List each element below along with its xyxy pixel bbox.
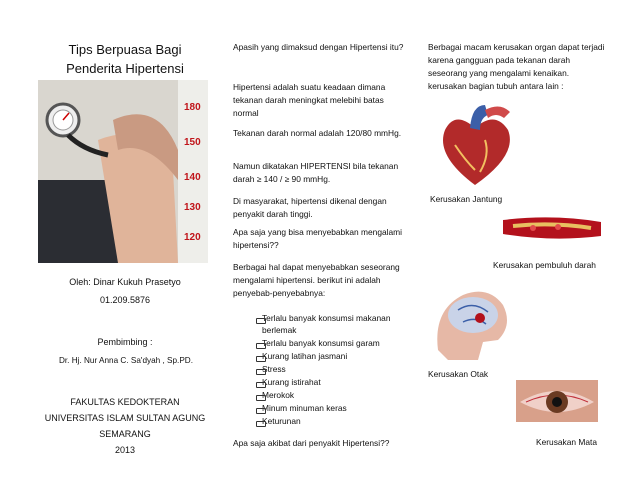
list-item: Terlalu banyak konsumsi makanan berlemak — [232, 312, 412, 336]
bullet-icon — [256, 421, 266, 427]
blood-vessel-illustration — [503, 212, 601, 242]
bullet-icon — [256, 343, 266, 349]
list-item: Terlalu banyak konsumsi garam — [232, 337, 412, 349]
question-what-is-hypertension: Apasih yang dimaksud dengan Hipertensi itu? — [233, 42, 404, 52]
question-effects: Apa saja akibat dari penyakit Hipertensi?? — [233, 438, 390, 448]
normal-pressure-paragraph: Tekanan darah normal adalah 120/80 mmHg. — [233, 128, 402, 138]
svg-text:150: 150 — [184, 137, 201, 148]
common-name-paragraph: Di masyarakat, hipertensi dikenal dengan penyakit darah tinggi. — [233, 196, 387, 219]
faculty: FAKULTAS KEDOKTERAN — [70, 397, 180, 407]
bullet-icon — [256, 408, 266, 414]
bullet-icon — [256, 382, 266, 388]
svg-text:140: 140 — [184, 172, 201, 183]
caption-heart: Kerusakan Jantung — [430, 194, 503, 204]
damage-intro-paragraph: Berbagai macam kerusakan organ dapat terjadi karena gangguan pada tekanan darah seseorang yang mengalami kenaikan. kerusakan bagian tubuh antara lain : — [428, 42, 605, 91]
hypertension-threshold-paragraph: Namun dikatakan HIPERTENSI bila tekanan darah ≥ 140 / ≥ 90 mmHg. — [233, 161, 399, 184]
supervisor-name: Dr. Hj. Nur Anna C. Sa'dyah , Sp.PD. — [59, 356, 193, 365]
brochure-title: Tips Berpuasa Bagi Penderita Hipertensi — [66, 42, 184, 76]
list-item: Keturunan — [232, 415, 412, 427]
definition-paragraph: Hipertensi adalah suatu keadaan dimana tekanan darah meningkat melebihi batas normal — [233, 82, 386, 118]
list-item: Kurang latihan jasmani — [232, 350, 412, 362]
list-item: Merokok — [232, 389, 412, 401]
bullet-icon — [256, 356, 266, 362]
blood-pressure-photo — [38, 80, 208, 263]
list-item: Kurang istirahat — [232, 376, 412, 388]
list-item: Minum minuman keras — [232, 402, 412, 414]
svg-text:120: 120 — [184, 232, 201, 243]
caption-blood-vessel: Kerusakan pembuluh darah — [493, 260, 596, 270]
student-id: 01.209.5876 — [99, 295, 151, 305]
causes-intro-paragraph: Berbagai hal dapat menyebabkan seseorang mengalami hipertensi. berikut ini adalah penyebab-penyebabnya: — [233, 262, 400, 298]
heart-illustration — [430, 100, 520, 190]
caption-brain: Kerusakan Otak — [428, 369, 489, 379]
list-item: Stress — [232, 363, 412, 375]
eye-illustration — [516, 380, 598, 422]
causes-list — [232, 312, 412, 428]
svg-text:180: 180 — [184, 102, 201, 113]
author: Oleh: Dinar Kukuh Prasetyo — [69, 277, 181, 287]
caption-eye: Kerusakan Mata — [536, 437, 597, 447]
bullet-icon — [256, 369, 266, 375]
supervisor-label: Pembimbing : — [97, 337, 153, 347]
bullet-icon — [256, 318, 266, 324]
city: SEMARANG — [99, 429, 151, 439]
question-causes: Apa saja yang bisa menyebabkan mengalami hipertensi?? — [233, 227, 403, 250]
brain-illustration — [428, 280, 518, 362]
year: 2013 — [114, 445, 136, 455]
bullet-icon — [256, 395, 266, 401]
svg-text:130: 130 — [184, 202, 201, 213]
university: UNIVERSITAS ISLAM SULTAN AGUNG — [44, 413, 206, 423]
